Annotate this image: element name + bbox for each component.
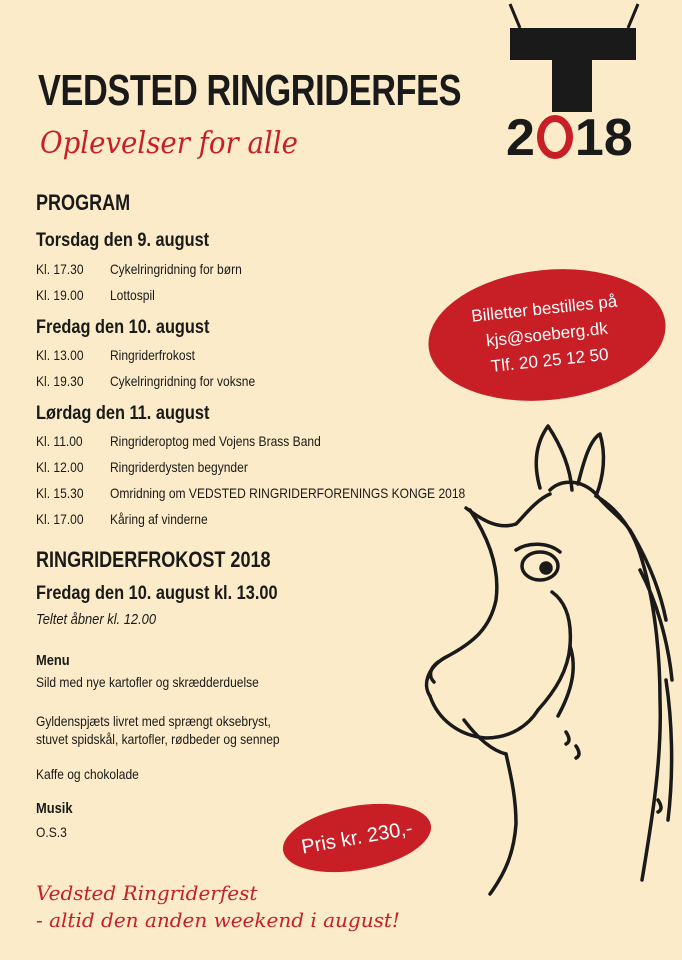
program-row — [36, 261, 242, 287]
horse-jaw — [538, 592, 570, 710]
program-row — [36, 433, 321, 459]
program-row — [36, 459, 248, 485]
horse-ear-right — [578, 434, 603, 496]
price-text: Pris kr. 230,- — [299, 816, 415, 859]
music-heading: Musik — [36, 800, 73, 817]
horse-ear-left — [536, 426, 572, 490]
logo-pole-right — [628, 4, 638, 28]
day-heading-saturday: Lørdag den 11. august — [36, 403, 210, 424]
menu-item: stuvet spidskål, kartofler, rødbeder og sennep — [36, 731, 280, 747]
row-text: Ringriderdysten begynder — [109, 459, 248, 475]
row-time: Kl. 11.00 — [36, 433, 83, 449]
row-time: Kl. 19.00 — [36, 287, 84, 303]
menu-item: Kaffe og chokolade — [36, 766, 139, 782]
row-time: Kl. 15.30 — [36, 485, 84, 501]
year-digits-18: 18 — [574, 109, 633, 167]
program-row — [36, 485, 465, 511]
ticket-line-1: Billetter bestilles på — [470, 291, 619, 326]
horse-mane-3 — [666, 680, 672, 820]
row-text: Cykelringridning for børn — [109, 261, 242, 277]
day-heading-thursday: Torsdag den 9. august — [36, 230, 210, 251]
year-digit-2: 2 — [506, 109, 535, 167]
row-text: Cykelringridning for voksne — [109, 373, 256, 389]
horse-pupil — [541, 563, 551, 573]
ring-icon — [537, 115, 573, 159]
program-row — [36, 347, 195, 373]
lunch-date: Fredag den 10. august kl. 13.00 — [36, 583, 278, 604]
program-row — [36, 373, 255, 399]
horse-face-left — [427, 510, 497, 696]
program-heading: PROGRAM — [36, 190, 131, 215]
row-text: Lottospil — [109, 287, 155, 303]
row-time: Kl. 17.30 — [36, 261, 84, 277]
year-logo — [506, 110, 633, 166]
lunch-heading: RINGRIDERFROKOST 2018 — [36, 547, 271, 572]
program-row — [36, 287, 155, 313]
sweat-drop — [658, 800, 661, 812]
row-time: Kl. 12.00 — [36, 459, 84, 475]
row-time: Kl. 13.00 — [36, 347, 84, 363]
program-row — [36, 511, 208, 537]
footer-line-2: - altid den anden weekend i august! — [36, 908, 400, 932]
day-heading-friday: Fredag den 10. august — [36, 317, 210, 338]
row-text: Kåring af vinderne — [109, 511, 208, 527]
price-badge — [278, 793, 437, 882]
row-time: Kl. 17.00 — [36, 511, 84, 527]
subtitle: Oplevelser for alle — [40, 126, 298, 161]
horse-nostril — [431, 662, 438, 682]
sweat-drop — [566, 732, 569, 744]
horse-muzzle — [430, 696, 538, 738]
ticket-email: kjs@soeberg.dk — [485, 318, 609, 351]
logo-pole-left — [510, 4, 520, 28]
menu-item: Sild med nye kartofler og skrædderduelse — [36, 674, 259, 690]
row-text: Omridning om VEDSTED RINGRIDERFORENINGS KONGE 2018 — [109, 485, 466, 501]
row-time: Kl. 19.30 — [36, 373, 84, 389]
music-text: O.S.3 — [36, 824, 67, 840]
page-title: VEDSTED RINGRIDERFES — [38, 66, 462, 115]
tent-opening: Teltet åbner kl. 12.00 — [36, 611, 157, 628]
row-text: Ringriderfrokost — [109, 347, 195, 363]
ticket-phone: Tlf. 20 25 12 50 — [489, 344, 610, 376]
logo-t-stem — [552, 28, 592, 112]
menu-heading: Menu — [36, 652, 70, 669]
horse-neck-back — [596, 496, 660, 880]
ticket-badge — [422, 258, 672, 412]
horse-illustration — [420, 420, 682, 910]
horse-forelock — [550, 482, 630, 530]
menu-item: Gyldenspjæts livret med sprængt oksebryst, — [36, 713, 271, 729]
sweat-drop — [576, 746, 579, 758]
horse-neck-front — [490, 754, 516, 894]
row-text: Ringrideroptog med Vojens Brass Band — [109, 433, 321, 449]
footer-line-1: Vedsted Ringriderfest — [36, 881, 258, 905]
footer-slogan — [36, 880, 400, 934]
